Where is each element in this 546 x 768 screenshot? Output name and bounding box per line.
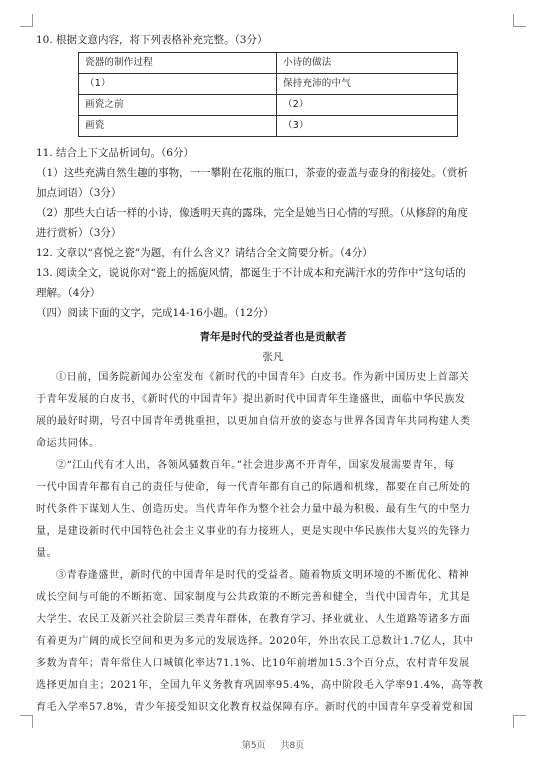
table-row	[79, 74, 458, 95]
paragraph-line: 多数为青年；青年常住人口城镇化率达71.1%、比10年前增加15.3个百分点，农村青年发展	[36, 658, 470, 669]
question-13-line-2: 理解。（4分）	[36, 287, 101, 299]
article-paragraph-2	[36, 455, 510, 565]
table-row	[79, 53, 458, 74]
paragraph-line: 有着更为广阔的成长空间和更为多元的发展选择。2020年，外出农民工总数计1.7亿人，其中	[36, 636, 474, 647]
paragraph-line: 成长空间与可能的不断拓宽、国家制度与公共政策的不断完善和健全，当代中国青年，尤其是	[36, 592, 471, 603]
article-author: 张凡	[262, 351, 284, 363]
paragraph-line: 一代中国青年都有自己的责任与使命，每一代青年都有自己的际遇和机缘，都要在自己所处的	[36, 482, 471, 493]
paragraph-line: 选择更加自主；2021年，全国九年义务教育巩固率95.4%，高中阶段毛入学率91.4%，高等教	[36, 680, 484, 691]
table-cell: 小诗的做法	[277, 53, 458, 74]
table-cell: （2）	[277, 95, 458, 116]
table-row	[79, 95, 458, 116]
fill-in-table	[78, 52, 458, 137]
article-paragraph-1	[36, 367, 510, 455]
paragraph-line: 时代条件下谋划人生、创造历史。当代青年作为整个社会力量中最为积极、最有生气的中坚力	[36, 504, 471, 515]
question-10: 10. 根据文意内容，将下列表格补充完整。（3分）	[36, 34, 268, 46]
table-cell: （3）	[277, 116, 458, 137]
question-11-1-line-1: （1）这些充满自然生趣的事物，一一攀附在花瓶的瓶口，茶壶的壶盖与壶身的衔接处。（赏析	[36, 167, 468, 179]
paragraph-line: ②“江山代有才人出，各领风骚数百年。”社会进步离不开青年，国家发展需要青年，每	[56, 460, 455, 471]
page-footer	[0, 738, 546, 751]
section-4-heading: （四）阅读下面的文字，完成14-16小题。（12分）	[36, 307, 274, 319]
paragraph-line: 量，是建设新时代中国特色社会主义事业的有力接班人，更是实现中华民族伟大复兴的先锋力	[36, 526, 471, 537]
paragraph-line: 育毛入学率57.8%，青少年接受知识文化教育权益保障有序。新时代的中国青年享受着党和国	[36, 702, 474, 713]
crop-mark-top-right	[513, 14, 526, 27]
question-11-2-line-2: 进行赏析）（3分）	[36, 227, 122, 239]
paragraph-line: 量。	[36, 548, 58, 559]
page-number: 第5页	[241, 741, 266, 751]
paragraph-line: 大学生、农民工及新兴社会阶层三类青年群体，在教育学习、择业就业、人生道路等诸多方面	[36, 614, 471, 625]
table-cell: 保持充沛的中气	[277, 74, 458, 95]
crop-mark-bottom-right	[513, 715, 526, 728]
page-total: 共8页	[280, 741, 305, 751]
crop-mark-bottom-left	[20, 715, 33, 728]
paragraph-line: 展的最好时期，号召中国青年勇挑重担，以更加自信开放的姿态与世界各国青年共同构建人类	[36, 416, 471, 427]
paragraph-line: ①日前，国务院新闻办公室发布《新时代的中国青年》白皮书。作为新中国历史上首部关	[56, 372, 470, 383]
paragraph-line: 于青年发展的白皮书，《新时代的中国青年》提出新时代中国青年生逢盛世，面临中华民族发	[36, 394, 466, 405]
crop-mark-top-left	[20, 14, 33, 27]
paragraph-line: 命运共同体。	[36, 438, 100, 449]
table-cell: 瓷器的制作过程	[79, 53, 277, 74]
table-row	[79, 116, 458, 137]
table-cell: 画瓷	[79, 116, 277, 137]
question-12: 12. 文章以“喜悦之瓷”为题，有什么含义？请结合全文简要分析。（4分）	[36, 247, 373, 259]
article-paragraph-3	[36, 565, 510, 719]
article-title: 青年是时代的受益者也是贡献者	[199, 331, 347, 343]
question-11-1-line-2: 加点词语）（3分）	[36, 187, 122, 199]
question-11: 11. 结合上下文品析词句。（6分）	[36, 147, 194, 159]
page-content	[36, 30, 510, 719]
paragraph-line: ③青春逢盛世，新时代的中国青年是时代的受益者。随着物质文明环境的不断优化、精神	[56, 570, 470, 581]
question-13-line-1: 13. 阅读全文，说说你对“瓷上的摇旎风情，都诞生于不计成本和充满汗水的劳作中”这句话的	[36, 267, 466, 279]
question-11-2-line-1: （2）那些大白话一样的小诗，像透明天真的露珠，完全是她当日心情的写照。（从修辞的角度	[36, 207, 468, 219]
table-cell: 画瓷之前	[79, 95, 277, 116]
table-cell: （1）	[79, 74, 277, 95]
